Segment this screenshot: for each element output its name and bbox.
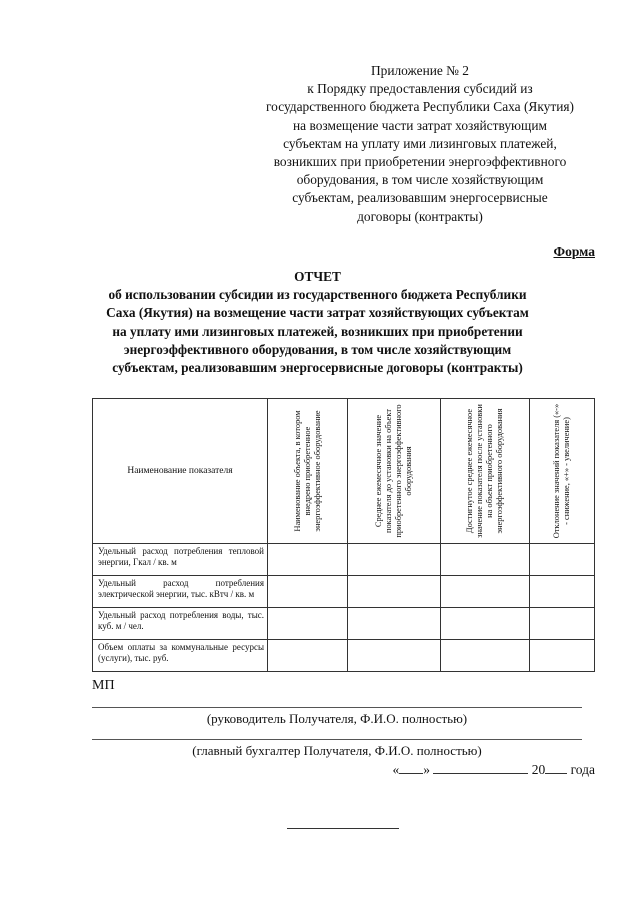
date-close-quote: »: [423, 762, 430, 777]
report-title-line: об использовании субсидии из государственного бюджета Республики: [108, 287, 527, 303]
appendix-line: Приложение № 2: [370, 63, 470, 78]
footer-rule: [287, 828, 399, 829]
appendix-line: субъектам на уплату ими лизинговых платежей,: [283, 135, 557, 151]
appendix-line: к Порядку предоставления субсидий из: [307, 81, 533, 97]
cell-before[interactable]: [348, 576, 441, 608]
appendix-line: договоры (контракты): [357, 208, 483, 224]
report-title-line: субъектам, реализовавшим энергосервисные договоры (контракты): [112, 360, 523, 376]
header-value-before-text: Среднее ежемесячное значение показателя до установки на объект приобретенного энергоэффективного оборудования: [374, 404, 413, 538]
table-row: [93, 640, 595, 672]
appendix-line: субъектам, реализовавшим энергосервисные: [292, 190, 548, 206]
appendix-block: [235, 62, 605, 226]
cell-deviation[interactable]: [530, 544, 595, 576]
report-title-line: Саха (Якутия) на возмещение части затрат хозяйствующих субъектам: [106, 305, 529, 321]
cell-deviation[interactable]: [530, 608, 595, 640]
appendix-line: оборудования, в том числе хозяйствующим: [296, 172, 544, 188]
manager-signature-caption: (руководитель Получателя, Ф.И.О. полностью): [206, 711, 468, 726]
accountant-signature-line[interactable]: [92, 739, 582, 740]
cell-object[interactable]: [268, 608, 348, 640]
appendix-line: государственного бюджета Республики Саха (Якутия): [266, 99, 574, 115]
table-row: [93, 544, 595, 576]
cell-deviation[interactable]: [530, 576, 595, 608]
header-object-name: [268, 399, 348, 544]
cell-before[interactable]: [348, 608, 441, 640]
cell-before[interactable]: [348, 544, 441, 576]
table-row: [93, 576, 595, 608]
cell-deviation[interactable]: [530, 640, 595, 672]
date-line: [392, 760, 595, 778]
appendix-line: возникших при приобретении энергоэффективного: [273, 154, 567, 170]
row-label: Объем оплаты за коммунальные ресурсы (услуги), тыс. руб.: [93, 640, 268, 672]
report-heading: ОТЧЕТ: [294, 269, 341, 284]
header-deviation: [530, 399, 595, 544]
date-year-blank[interactable]: [545, 760, 567, 774]
cell-after[interactable]: [441, 544, 530, 576]
date-year-prefix: 20: [531, 762, 546, 777]
date-suffix: года: [570, 762, 595, 777]
date-day-blank[interactable]: [399, 760, 423, 774]
header-value-after-text: Достигнутое среднее ежемесячное значение показателя после установки на объект приобретенного энергоэффективного оборудования: [465, 404, 504, 538]
cell-after[interactable]: [441, 576, 530, 608]
report-table: [92, 398, 595, 672]
table-header-row: [93, 399, 595, 544]
appendix-line: на возмещение части затрат хозяйствующим: [293, 117, 547, 133]
cell-before[interactable]: [348, 640, 441, 672]
form-label: Форма: [553, 244, 595, 259]
date-open-quote: «: [392, 762, 400, 777]
report-title-line: на уплату ими лизинговых платежей, возникших при приобретении: [112, 323, 523, 339]
cell-after[interactable]: [441, 608, 530, 640]
row-label: Удельный расход потребления воды, тыс. куб. м / чел.: [93, 608, 268, 640]
row-label: Удельный расход потребления электрической энергии, тыс. кВтч / кв. м: [93, 576, 268, 608]
cell-object[interactable]: [268, 576, 348, 608]
header-object-name-text: Наименование объекта, в котором внедрено приобретенное энергоэффективное оборудование: [292, 410, 322, 532]
header-value-before: [348, 399, 441, 544]
cell-after[interactable]: [441, 640, 530, 672]
stamp-place-label: МП: [92, 678, 115, 693]
table-row: [93, 608, 595, 640]
date-month-blank[interactable]: [433, 760, 528, 774]
report-title: [60, 268, 575, 377]
manager-signature-line[interactable]: [92, 707, 582, 708]
header-value-after: [441, 399, 530, 544]
row-label: Удельный расход потребления тепловой энергии, Гкал / кв. м: [93, 544, 268, 576]
accountant-signature-caption: (главный бухгалтер Получателя, Ф.И.О. полностью): [192, 743, 482, 758]
cell-object[interactable]: [268, 640, 348, 672]
report-title-line: энергоэффективного оборудования, в том числе хозяйствующим: [123, 341, 512, 357]
header-indicator-name: Наименование показателя: [93, 399, 268, 544]
header-deviation-text: Отклонение значений показателя («-» - снижение, «+» - увеличение): [552, 403, 571, 539]
cell-object[interactable]: [268, 544, 348, 576]
